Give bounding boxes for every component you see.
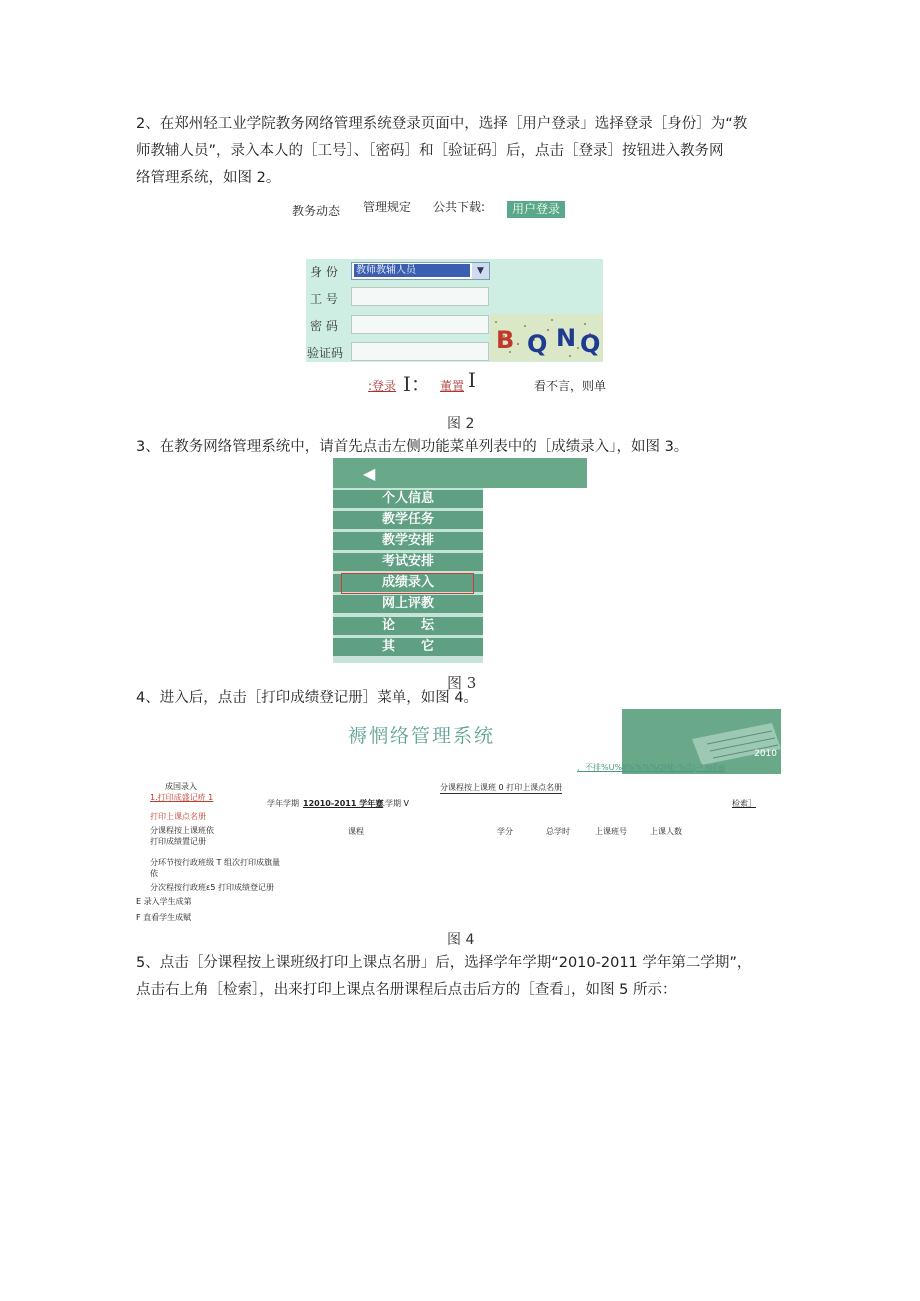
menu-item-personal-info[interactable]: 个人信息 bbox=[333, 490, 483, 508]
menu-item-online-evaluation[interactable]: 网上评教 bbox=[333, 595, 483, 613]
menu-item-other[interactable]: 其 它 bbox=[333, 638, 483, 656]
identity-selected-value: 教师教辅人员 bbox=[354, 264, 470, 277]
column-credits: 学分 bbox=[497, 827, 513, 836]
staff-id-input[interactable] bbox=[351, 287, 489, 306]
chevron-down-icon[interactable]: ▼ bbox=[472, 263, 489, 279]
column-class-size: 上课人数 bbox=[650, 827, 682, 836]
sidebar-by-segment[interactable]: 分环节按行政班级 T 组次打印成旗量 bbox=[150, 858, 280, 867]
menu-item-forum[interactable]: 论 坛 bbox=[333, 617, 483, 635]
section-heading: 分课程按上课班 0 打印上课点名册 bbox=[440, 783, 563, 792]
menu-item-teaching-schedule[interactable]: 教学安排 bbox=[333, 532, 483, 550]
captcha-label: 验证码 bbox=[307, 346, 344, 360]
figure-3-menu bbox=[333, 458, 587, 663]
term-label: 学年学期 bbox=[267, 799, 299, 808]
identity-label: 身 份 bbox=[310, 265, 338, 279]
nav-news[interactable]: 教务动态 bbox=[292, 204, 341, 218]
captcha-image bbox=[490, 314, 603, 361]
menu-item-exam-schedule[interactable]: 考试安排 bbox=[333, 553, 483, 571]
menu-header-bar bbox=[333, 458, 587, 488]
sidebar-view-grades[interactable]: F 直看学生成赋 bbox=[136, 913, 192, 922]
captcha-char: B bbox=[496, 326, 515, 354]
search-button[interactable]: 检索］ bbox=[732, 799, 756, 808]
nav-user-login[interactable]: 用户登录 bbox=[507, 201, 565, 218]
reset-separator: I bbox=[468, 368, 476, 392]
step2-line1: 2、在郑州轻工业学院教务网络管理系统登录页面中，选择［用户登录」选择登录［身份］为“教 bbox=[136, 116, 748, 132]
menu-item-grade-entry[interactable]: 成绩录入 bbox=[333, 574, 483, 592]
sidebar-print-roll[interactable]: 打印上课点名册 bbox=[150, 812, 206, 821]
step2-line3: 络管理系统，如图 2。 bbox=[136, 170, 281, 186]
reset-button[interactable]: 董置 bbox=[440, 379, 465, 393]
sidebar-print-grades[interactable]: 1.打印成盛记疥 1 bbox=[150, 793, 214, 802]
login-button[interactable]: :登录 bbox=[368, 379, 397, 393]
step5-paragraph bbox=[136, 950, 786, 1004]
term-select-suffix[interactable]: 二学期 V bbox=[377, 799, 410, 808]
captcha-char: N bbox=[556, 324, 577, 352]
password-input[interactable] bbox=[351, 315, 489, 334]
captcha-input[interactable] bbox=[351, 342, 489, 361]
menu-item-teaching-tasks[interactable]: 教学任务 bbox=[333, 511, 483, 529]
figure-3-caption: 图 3 bbox=[447, 674, 477, 692]
figure-4-caption: 图 4 bbox=[447, 932, 475, 948]
banner-link[interactable]: ，不排%U%8%%%%QHE-%次|-? IoEal bbox=[577, 763, 726, 772]
column-class-no: 上课班号 bbox=[595, 827, 627, 836]
login-separator: I： bbox=[403, 372, 431, 396]
sidebar-by-segment-cont: 依 bbox=[150, 869, 158, 878]
figure-2-caption: 图 2 bbox=[447, 416, 475, 432]
sidebar-grade-entry[interactable]: 成国录入 bbox=[165, 782, 197, 791]
step3-paragraph bbox=[136, 434, 786, 461]
staff-id-label: 工 号 bbox=[310, 292, 338, 306]
sidebar-by-course[interactable]: 分课程按上课班依 bbox=[150, 826, 214, 835]
step2-line2: 师教辅人员”，录入本人的［工号］、［密码］和［验证码］后，点击［登录］按钮进入教务网 bbox=[136, 143, 724, 159]
captcha-char: Q bbox=[527, 330, 548, 358]
grade-entry-highlight bbox=[341, 573, 474, 594]
term-select[interactable]: 12010-2011 学年蹇 bbox=[303, 799, 384, 808]
column-course: 课程 bbox=[348, 827, 364, 836]
step4-paragraph bbox=[136, 685, 786, 712]
system-title: 褥惘络管理系统 bbox=[348, 725, 496, 747]
step3-line1: 3、在教务网络管理系统中，请首先点击左侧功能菜单列表中的［成绩录入」，如图 3。 bbox=[136, 439, 689, 455]
sidebar-print-register[interactable]: 打印成绩置记册 bbox=[150, 837, 206, 846]
banner-year: 2010 bbox=[754, 749, 777, 759]
step5-line2: 点击右上角［检索］，出来打印上课点名册课程后点击后方的［查看」，如图 5 所示： bbox=[136, 982, 677, 998]
sidebar-by-class[interactable]: 分次程按行政班ɛ5 打印成绩登记册 bbox=[150, 883, 274, 892]
step5-line1: 5、点击［分课程按上课班级打印上课点名册」后，选择学年学期“2010-2011 学年第二学期”， bbox=[136, 955, 752, 971]
back-arrow-icon[interactable]: ◀ bbox=[363, 464, 376, 483]
cant-read-link[interactable]: 看不言，则单 bbox=[534, 379, 607, 393]
captcha-char: Q bbox=[580, 330, 601, 358]
nav-downloads[interactable]: 公共下载: bbox=[433, 200, 486, 214]
step4-line1: 4、进入后，点击［打印成绩登记册］菜单，如图 4。 bbox=[136, 690, 479, 706]
step2-paragraph bbox=[136, 111, 786, 192]
nav-rules[interactable]: 管理规定 bbox=[363, 200, 412, 214]
identity-select[interactable] bbox=[351, 262, 490, 280]
column-total-hours: 总学时 bbox=[546, 827, 570, 836]
password-label: 密 码 bbox=[310, 319, 338, 333]
sidebar-enter-grades[interactable]: E 录入学生成第 bbox=[136, 897, 192, 906]
